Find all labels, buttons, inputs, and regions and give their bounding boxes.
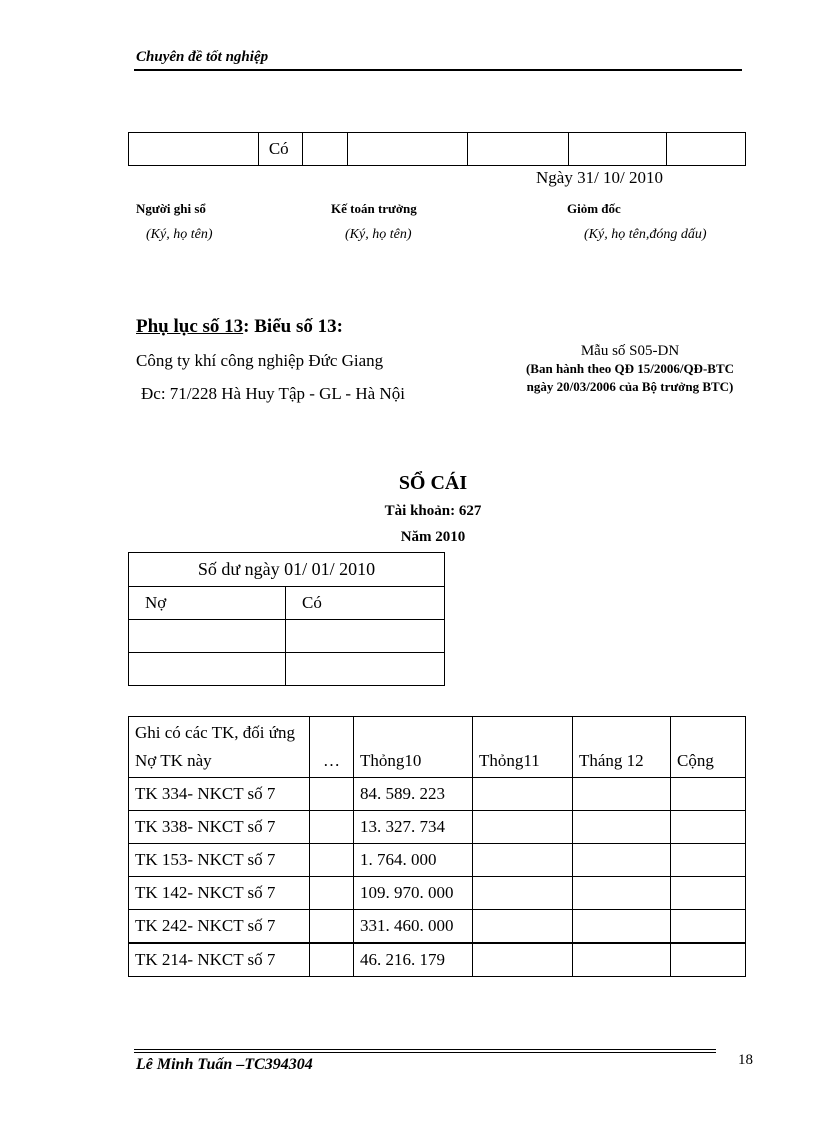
credit-label-cell: Có xyxy=(258,133,302,166)
table-cell xyxy=(310,811,354,844)
signature-note-chief-accountant: (Ký, họ tên) xyxy=(345,227,412,242)
october-value: 331. 460. 000 xyxy=(354,910,473,944)
table-cell xyxy=(310,877,354,910)
table-cell xyxy=(667,133,746,166)
account-cell: TK 242- NKCT số 7 xyxy=(129,910,310,944)
account-cell: TK 142- NKCT số 7 xyxy=(129,877,310,910)
balance-debit-header: Nợ xyxy=(129,587,286,620)
account-cell: TK 214- NKCT số 7 xyxy=(129,943,310,977)
account-cell: TK 153- NKCT số 7 xyxy=(129,844,310,877)
form-date-line: ngày 20/03/2006 của Bộ trưởng BTC) xyxy=(526,379,734,394)
table-cell xyxy=(348,133,468,166)
table-row xyxy=(129,653,445,686)
table-cell xyxy=(473,811,573,844)
table-cell xyxy=(671,811,746,844)
appendix-heading xyxy=(136,316,343,338)
table-row xyxy=(129,620,445,653)
form-decree-line: (Ban hành theo QĐ 15/2006/QĐ-BTC xyxy=(525,361,735,376)
footer-divider xyxy=(134,1049,716,1050)
table-cell xyxy=(671,877,746,910)
ledger-year: Năm 2010 xyxy=(400,529,466,545)
footer-divider xyxy=(134,1052,716,1053)
table-row xyxy=(129,778,746,811)
ledger-account: Tài khoản: 627 xyxy=(384,503,482,519)
table-cell xyxy=(573,811,671,844)
table-cell xyxy=(303,133,348,166)
table-cell xyxy=(473,877,573,910)
header-account: Ghi có các TK, đối ứng Nợ TK này xyxy=(129,717,310,778)
table-row xyxy=(129,553,445,587)
table-cell xyxy=(671,778,746,811)
footer-author: Lê Minh Tuấn –TC394304 xyxy=(136,1056,313,1073)
table-row xyxy=(129,133,746,166)
table-cell xyxy=(129,620,286,653)
october-value: 46. 216. 179 xyxy=(354,943,473,977)
table-row xyxy=(129,943,746,977)
balance-title: Số dư ngày 01/ 01/ 2010 xyxy=(129,553,445,587)
table-cell xyxy=(473,778,573,811)
ledger-table xyxy=(128,716,746,977)
form-code: Mẫu số S05-DN xyxy=(580,343,680,359)
signature-role-chief-accountant: Kế toán trưởng xyxy=(331,201,417,216)
account-cell: TK 338- NKCT số 7 xyxy=(129,811,310,844)
table-cell xyxy=(310,943,354,977)
table-cell xyxy=(473,844,573,877)
table-cell xyxy=(573,877,671,910)
table-row xyxy=(129,811,746,844)
signature-role-recorder: Người ghi sổ xyxy=(136,201,206,216)
balance-credit-header: Có xyxy=(286,587,445,620)
signature-summary-table xyxy=(128,132,746,166)
table-cell xyxy=(671,943,746,977)
table-cell xyxy=(286,653,445,686)
opening-balance-table xyxy=(128,552,445,686)
table-cell xyxy=(286,620,445,653)
table-row xyxy=(129,587,445,620)
appendix-suffix: : Biểu số 13: xyxy=(243,316,343,337)
table-row xyxy=(129,910,746,944)
ledger-title: SỔ CÁI xyxy=(398,472,468,494)
table-cell xyxy=(129,653,286,686)
table-cell xyxy=(473,943,573,977)
date-line: Ngày 31/ 10/ 2010 xyxy=(536,168,664,187)
header-month-12: Tháng 12 xyxy=(573,717,671,778)
table-cell xyxy=(573,778,671,811)
signature-role-director: Giỏm đốc xyxy=(567,201,621,216)
table-cell xyxy=(671,910,746,944)
signature-note-director: (Ký, họ tên,đóng dấu) xyxy=(584,227,707,242)
october-value: 1. 764. 000 xyxy=(354,844,473,877)
header-month-10: Thỏng10 xyxy=(354,717,473,778)
table-row xyxy=(129,877,746,910)
table-cell xyxy=(568,133,667,166)
header-divider xyxy=(134,69,742,71)
account-cell: TK 334- NKCT số 7 xyxy=(129,778,310,811)
company-address: Đc: 71/228 Hà Huy Tập - GL - Hà Nội xyxy=(141,384,405,403)
table-cell xyxy=(573,844,671,877)
company-name: Công ty khí công nghiệp Đức Giang xyxy=(136,351,384,370)
page-number: 18 xyxy=(738,1052,753,1068)
header-total: Cộng xyxy=(671,717,746,778)
table-cell xyxy=(310,844,354,877)
table-cell xyxy=(671,844,746,877)
header-ellipsis: … xyxy=(310,717,354,778)
table-cell xyxy=(573,910,671,944)
october-value: 84. 589. 223 xyxy=(354,778,473,811)
appendix-label: Phụ lục số 13 xyxy=(136,316,244,337)
table-cell xyxy=(468,133,569,166)
document-header-title: Chuyên đề tốt nghiệp xyxy=(136,49,269,65)
table-cell xyxy=(473,910,573,944)
october-value: 109. 970. 000 xyxy=(354,877,473,910)
table-row xyxy=(129,844,746,877)
table-cell xyxy=(310,910,354,944)
table-cell xyxy=(310,778,354,811)
table-header-row xyxy=(129,717,746,778)
signature-note-recorder: (Ký, họ tên) xyxy=(146,227,213,242)
table-cell xyxy=(129,133,259,166)
october-value: 13. 327. 734 xyxy=(354,811,473,844)
header-month-11: Thỏng11 xyxy=(473,717,573,778)
form-reference-block xyxy=(490,343,770,396)
table-cell xyxy=(573,943,671,977)
